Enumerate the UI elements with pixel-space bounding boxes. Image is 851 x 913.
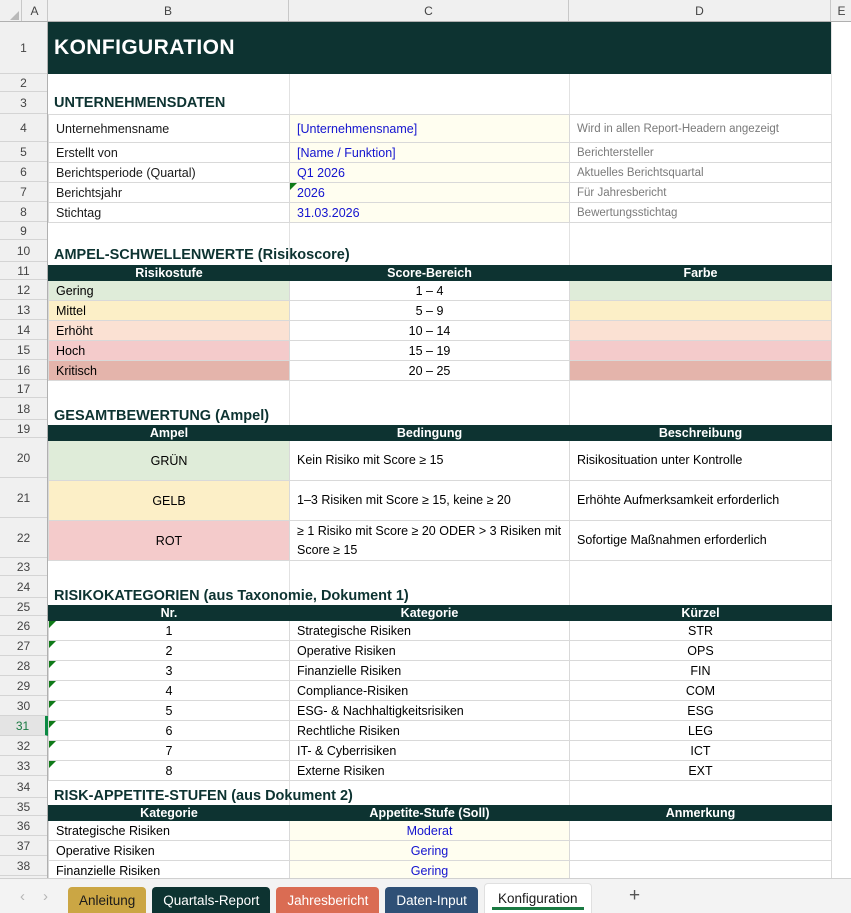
- risikokategorien-nr: 4: [49, 681, 290, 701]
- risk-appetite-kategorie: Strategische Risiken: [49, 821, 290, 841]
- row-header-28[interactable]: 28: [0, 656, 47, 676]
- row-header-26[interactable]: 26: [0, 616, 47, 636]
- section-heading-risk-appetite: RISK-APPETITE-STUFEN (aus Dokument 2): [54, 788, 353, 804]
- sheet-tab-label: Daten-Input: [396, 892, 467, 908]
- row-header-23[interactable]: 23: [0, 558, 47, 576]
- risikokategorien-row: [49, 721, 832, 741]
- unternehmensdaten-row: [49, 143, 832, 163]
- row-header-22[interactable]: 22: [0, 518, 47, 558]
- ampel-score-bereich: 15 – 19: [290, 341, 570, 361]
- row-header-32[interactable]: 32: [0, 736, 47, 756]
- row-header-10[interactable]: 10: [0, 240, 47, 262]
- risikokategorien-kategorie: Compliance-Risiken: [290, 681, 570, 701]
- risikokategorien-nr: 1: [49, 621, 290, 641]
- unternehmensdaten-row: [49, 183, 832, 203]
- risikokategorien-kategorie: Finanzielle Risiken: [290, 661, 570, 681]
- gesamtbewertung-row: [49, 481, 832, 521]
- unternehmensdaten-input[interactable]: 2026: [290, 183, 570, 203]
- unternehmensdaten-hint: Aktuelles Berichtsquartal: [570, 163, 832, 183]
- risikokategorien-kuerzel: COM: [570, 681, 832, 701]
- risikokategorien-row: [49, 701, 832, 721]
- risk-appetite-stufe[interactable]: Gering: [290, 861, 570, 879]
- column-header-e[interactable]: E: [831, 0, 851, 21]
- ampel-row: [49, 341, 832, 361]
- page-title: KONFIGURATION: [54, 36, 235, 59]
- risk-appetite-row: [49, 861, 832, 879]
- row-header-18[interactable]: 18: [0, 398, 47, 420]
- row-header-14[interactable]: 14: [0, 320, 47, 340]
- row-header-15[interactable]: 15: [0, 340, 47, 360]
- unternehmensdaten-row: [49, 203, 832, 223]
- risikokategorien-nr: 6: [49, 721, 290, 741]
- risk-appetite-row: [49, 821, 832, 841]
- risikokategorien-row: [49, 681, 832, 701]
- next-sheet-icon[interactable]: ›: [43, 887, 48, 905]
- row-header-19[interactable]: 19: [0, 420, 47, 438]
- gesamtbewertung-beschreibung: Sofortige Maßnahmen erforderlich: [570, 521, 832, 561]
- risikokategorien-header-col-1: Nr.: [49, 606, 290, 621]
- gesamtbewertung-bedingung: 1–3 Risiken mit Score ≥ 15, keine ≥ 20: [290, 481, 570, 521]
- risikokategorien-nr: 7: [49, 741, 290, 761]
- risk-appetite-header-col-1: Kategorie: [49, 806, 290, 821]
- unternehmensdaten-row: [49, 115, 832, 143]
- row-header-37[interactable]: 37: [0, 836, 47, 856]
- row-header-24[interactable]: 24: [0, 576, 47, 598]
- ampel-header-col-2: Score-Bereich: [290, 266, 570, 281]
- ampel-score-bereich: 10 – 14: [290, 321, 570, 341]
- row-header-30[interactable]: 30: [0, 696, 47, 716]
- table-gesamtbewertung: [48, 425, 832, 561]
- unternehmensdaten-hint: Berichtersteller: [570, 143, 832, 163]
- row-header-27[interactable]: 27: [0, 636, 47, 656]
- section-heading-gesamtbewertung: GESAMTBEWERTUNG (Ampel): [54, 408, 270, 424]
- risk-appetite-stufe[interactable]: Moderat: [290, 821, 570, 841]
- unternehmensdaten-hint: Bewertungsstichtag: [570, 203, 832, 223]
- column-header-strip: [0, 0, 851, 22]
- ampel-row: [49, 281, 832, 301]
- ampel-row: [49, 321, 832, 341]
- gesamtbewertung-header-col-3: Beschreibung: [570, 426, 832, 441]
- risk-appetite-header-col-3: Anmerkung: [570, 806, 832, 821]
- sheet-tab-label: Jahresbericht: [287, 892, 369, 908]
- select-all-corner[interactable]: [0, 0, 22, 21]
- ampel-row: [49, 361, 832, 381]
- risikokategorien-kategorie: Strategische Risiken: [290, 621, 570, 641]
- table-risikokategorien: [48, 605, 832, 781]
- ampel-risikostufe: Mittel: [49, 301, 290, 321]
- row-header-33[interactable]: 33: [0, 756, 47, 776]
- gesamtbewertung-header-col-1: Ampel: [49, 426, 290, 441]
- section-heading-unternehmensdaten: UNTERNEHMENSDATEN: [54, 95, 226, 111]
- row-header-38[interactable]: 38: [0, 856, 47, 876]
- ampel-score-bereich: 1 – 4: [290, 281, 570, 301]
- risikokategorien-kuerzel: STR: [570, 621, 832, 641]
- sheet-tab-label: Konfiguration: [497, 891, 578, 906]
- risikokategorien-nr: 8: [49, 761, 290, 781]
- sheet-tab-konfiguration[interactable]: [484, 883, 592, 913]
- ampel-header-col-3: Farbe: [570, 266, 832, 281]
- ampel-farbe-swatch: [570, 361, 832, 381]
- ampel-risikostufe: Erhöht: [49, 321, 290, 341]
- ampel-farbe-swatch: [570, 341, 832, 361]
- sheet-tab-jahresbericht[interactable]: [276, 887, 379, 913]
- sheet-tab-anleitung[interactable]: [68, 887, 146, 913]
- risikokategorien-row: [49, 761, 832, 781]
- unternehmensdaten-input[interactable]: 31.03.2026: [290, 203, 570, 223]
- add-sheet-button[interactable]: +: [628, 885, 641, 906]
- column-header-c[interactable]: C: [289, 0, 569, 21]
- unternehmensdaten-input[interactable]: Q1 2026: [290, 163, 570, 183]
- unternehmensdaten-input[interactable]: [Unternehmensname]: [290, 115, 570, 143]
- row-header-34[interactable]: 34: [0, 776, 47, 798]
- risk-appetite-header-col-2: Appetite-Stufe (Soll): [290, 806, 570, 821]
- unternehmensdaten-hint: Wird in allen Report-Headern angezeigt: [570, 115, 832, 143]
- gesamtbewertung-row: [49, 521, 832, 561]
- row-header-9[interactable]: 9: [0, 222, 47, 240]
- ampel-farbe-swatch: [570, 301, 832, 321]
- risikokategorien-nr: 5: [49, 701, 290, 721]
- page-banner: [48, 22, 831, 74]
- select-all-triangle-icon: [10, 11, 19, 20]
- gesamtbewertung-beschreibung: Risikosituation unter Kontrolle: [570, 441, 832, 481]
- row-header-17[interactable]: 17: [0, 380, 47, 398]
- row-header-31[interactable]: 31: [0, 716, 48, 736]
- row-header-strip: [0, 22, 48, 878]
- risikokategorien-kuerzel: LEG: [570, 721, 832, 741]
- sheet-tab-bar: [0, 878, 851, 913]
- row-header-6[interactable]: 6: [0, 162, 47, 182]
- ampel-farbe-swatch: [570, 281, 832, 301]
- gesamtbewertung-header-col-2: Bedingung: [290, 426, 570, 441]
- row-header-12[interactable]: 12: [0, 280, 47, 300]
- risikokategorien-kuerzel: EXT: [570, 761, 832, 781]
- ampel-risikostufe: Gering: [49, 281, 290, 301]
- ampel-header-col-1: Risikostufe: [49, 266, 290, 281]
- column-header-a[interactable]: A: [22, 0, 48, 21]
- unternehmensdaten-label: Stichtag: [49, 203, 290, 223]
- risikokategorien-row: [49, 641, 832, 661]
- column-header-d[interactable]: D: [569, 0, 831, 21]
- row-header-8[interactable]: 8: [0, 202, 47, 222]
- sheet-tab-daten-input[interactable]: [385, 887, 478, 913]
- table-risk-appetite: [48, 805, 832, 878]
- risikokategorien-kuerzel: ESG: [570, 701, 832, 721]
- row-header-20[interactable]: 20: [0, 438, 47, 478]
- section-heading-ampel-schwellenwerte: AMPEL-SCHWELLENWERTE (Risikoscore): [54, 247, 350, 263]
- row-header-21[interactable]: 21: [0, 478, 47, 518]
- row-header-16[interactable]: 16: [0, 360, 47, 380]
- risikokategorien-kuerzel: FIN: [570, 661, 832, 681]
- risk-appetite-kategorie: Finanzielle Risiken: [49, 861, 290, 879]
- worksheet-grid: [48, 22, 851, 878]
- gesamtbewertung-ampel: GELB: [49, 481, 290, 521]
- ampel-risikostufe: Hoch: [49, 341, 290, 361]
- ampel-farbe-swatch: [570, 321, 832, 341]
- row-header-11[interactable]: 11: [0, 262, 47, 280]
- row-header-3[interactable]: 3: [0, 92, 47, 114]
- sheet-tab-label: Anleitung: [79, 892, 136, 908]
- risikokategorien-kuerzel: OPS: [570, 641, 832, 661]
- risikokategorien-kategorie: Operative Risiken: [290, 641, 570, 661]
- risk-appetite-anmerkung[interactable]: [570, 861, 832, 879]
- gesamtbewertung-beschreibung: Erhöhte Aufmerksamkeit erforderlich: [570, 481, 832, 521]
- table-ampel-schwellenwerte: [48, 265, 832, 381]
- row-header-25[interactable]: 25: [0, 598, 47, 616]
- sheet-tab-label: Quartals-Report: [163, 892, 260, 908]
- gesamtbewertung-bedingung: ≥ 1 Risiko mit Score ≥ 20 ODER > 3 Risiken mit Score ≥ 15: [290, 521, 570, 561]
- column-header-b[interactable]: B: [48, 0, 289, 21]
- row-header-4[interactable]: 4: [0, 114, 47, 142]
- row-header-1[interactable]: 1: [0, 22, 47, 74]
- risikokategorien-kategorie: Rechtliche Risiken: [290, 721, 570, 741]
- row-header-7[interactable]: 7: [0, 182, 47, 202]
- ampel-row: [49, 301, 832, 321]
- risikokategorien-header-col-3: Kürzel: [570, 606, 832, 621]
- row-header-5[interactable]: 5: [0, 142, 47, 162]
- row-header-35[interactable]: 35: [0, 798, 47, 816]
- unternehmensdaten-hint: Für Jahresbericht: [570, 183, 832, 203]
- sheet-tab-quartals-report[interactable]: [152, 887, 270, 913]
- risikokategorien-kategorie: ESG- & Nachhaltigkeitsrisiken: [290, 701, 570, 721]
- risk-appetite-kategorie: Operative Risiken: [49, 841, 290, 861]
- gesamtbewertung-bedingung: Kein Risiko mit Score ≥ 15: [290, 441, 570, 481]
- risikokategorien-kategorie: Externe Risiken: [290, 761, 570, 781]
- row-header-29[interactable]: 29: [0, 676, 47, 696]
- sheet-nav-buttons: [14, 888, 48, 905]
- unternehmensdaten-label: Unternehmensname: [49, 115, 290, 143]
- table-unternehmensdaten: [48, 114, 832, 223]
- unternehmensdaten-label: Berichtsjahr: [49, 183, 290, 203]
- row-header-2[interactable]: 2: [0, 74, 47, 92]
- ampel-score-bereich: 20 – 25: [290, 361, 570, 381]
- risikokategorien-row: [49, 741, 832, 761]
- ampel-score-bereich: 5 – 9: [290, 301, 570, 321]
- section-heading-risikokategorien: RISIKOKATEGORIEN (aus Taxonomie, Dokument 1): [54, 588, 409, 604]
- risk-appetite-anmerkung[interactable]: [570, 821, 832, 841]
- unternehmensdaten-label: Erstellt von: [49, 143, 290, 163]
- risikokategorien-kuerzel: ICT: [570, 741, 832, 761]
- ampel-risikostufe: Kritisch: [49, 361, 290, 381]
- row-header-13[interactable]: 13: [0, 300, 47, 320]
- row-header-36[interactable]: 36: [0, 816, 47, 836]
- prev-sheet-icon[interactable]: ‹: [20, 887, 25, 905]
- gesamtbewertung-row: [49, 441, 832, 481]
- risk-appetite-row: [49, 841, 832, 861]
- risk-appetite-anmerkung[interactable]: [570, 841, 832, 861]
- gesamtbewertung-ampel: ROT: [49, 521, 290, 561]
- unternehmensdaten-input[interactable]: [Name / Funktion]: [290, 143, 570, 163]
- risk-appetite-stufe[interactable]: Gering: [290, 841, 570, 861]
- risikokategorien-nr: 2: [49, 641, 290, 661]
- risikokategorien-nr: 3: [49, 661, 290, 681]
- risikokategorien-row: [49, 661, 832, 681]
- gesamtbewertung-ampel: GRÜN: [49, 441, 290, 481]
- risikokategorien-kategorie: IT- & Cyberrisiken: [290, 741, 570, 761]
- unternehmensdaten-row: [49, 163, 832, 183]
- unternehmensdaten-label: Berichtsperiode (Quartal): [49, 163, 290, 183]
- risikokategorien-header-col-2: Kategorie: [290, 606, 570, 621]
- risikokategorien-row: [49, 621, 832, 641]
